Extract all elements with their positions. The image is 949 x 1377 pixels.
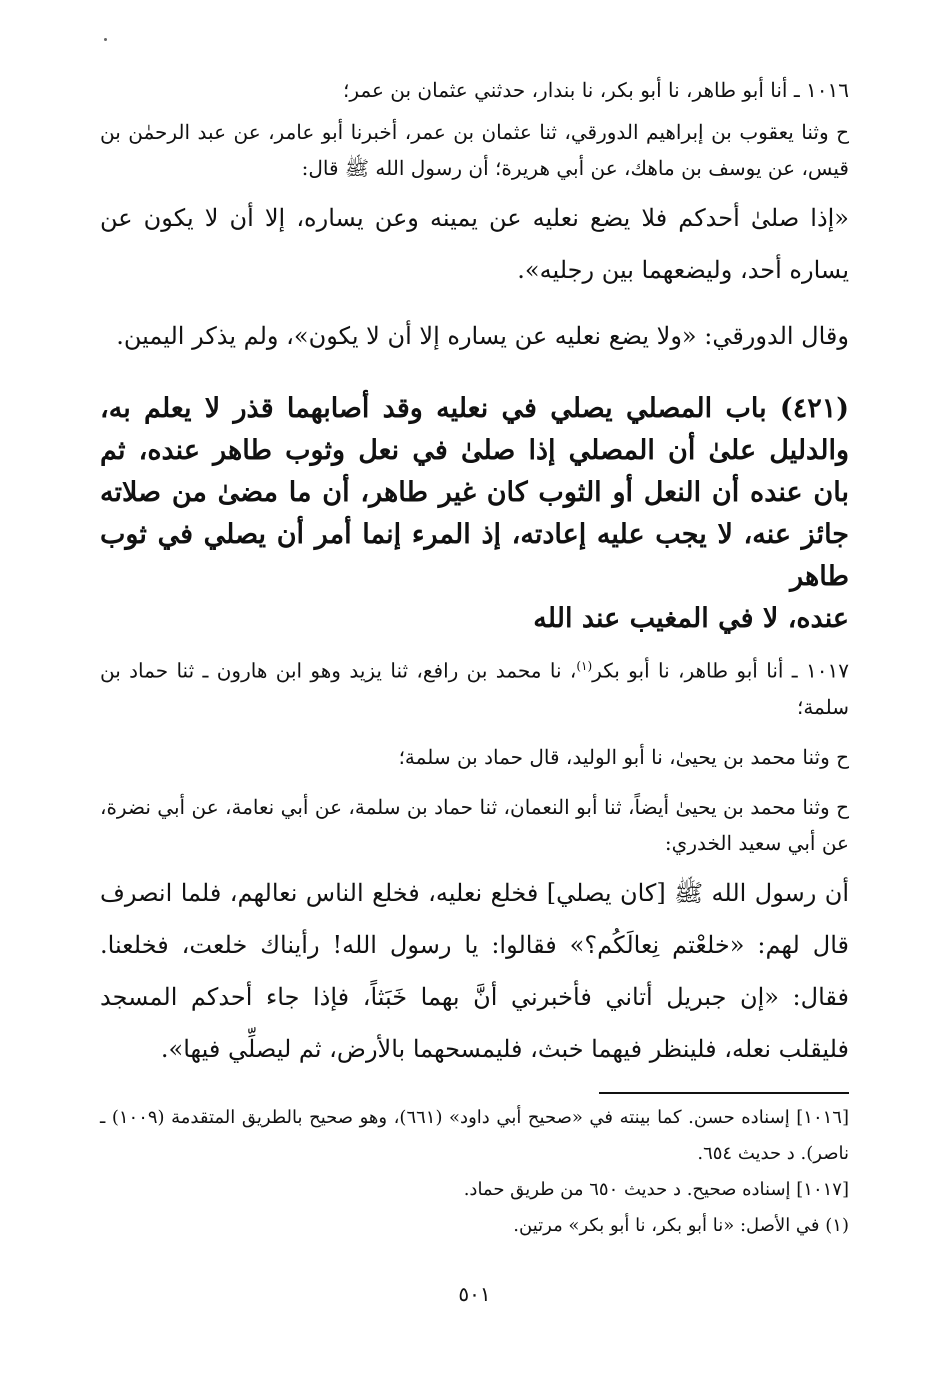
scan-dot [104,38,107,41]
footnote-1: (١) في الأصل: «نا أبو بكر، نا أبو بكر» مرتين. [513,1215,849,1236]
chapter-heading-text: (٤٢١) باب المصلي يصلي في نعليه وقد أصابهما قذر لا يعلم به، والدليل علىٰ أن المصلي إذا صلىٰ في نعل وثوب طاهر عنده، ثم بان عنده أن النعل أو الثوب كان غير طاهر، أن ما مضىٰ من صلاته جائز عنه، لا يجب عليه إعادته، إذ المرء إنما أمر أن يصلي في ثوب طاهر [100,393,849,592]
footnote-1016: [١٠١٦] إسناده حسن. كما بينته في «صحيح أبي داود» (٦٦١)، وهو صحيح بالطريق المتقدمة (١٠٠٩) ـ ناصر). د حديث ٦٥٤. [100,1107,849,1164]
chapter-heading [100,388,849,640]
footnote-marker[interactable]: (١) [576,659,593,673]
book-page [100,70,849,1347]
hadith-1016-matn: «إذا صلىٰ أحدكم فلا يضع نعليه عن يمينه وعن يساره، إلا أن لا يكون عن يساره أحد، وليضعهما بين رجليه». [100,204,849,284]
hadith-1016-chain: ح وثنا يعقوب بن إبراهيم الدورقي، ثنا عثمان بن عمر، أخبرنا أبو عامر، عن عبد الرحمٰن بن قيس، عن يوسف بن ماهك، عن أبي هريرة؛ أن رسول الله ﷺ قال: [100,120,849,180]
hadith-1016-isnad: ١٠١٦ ـ أنا أبو طاهر، نا أبو بكر، نا بندار، حدثني عثمان بن عمر؛ [343,78,849,102]
hadith-1017-isnad-a: ١٠١٧ ـ أنا أبو طاهر، نا أبو بكر [592,658,849,683]
hadith-1016-dawraqi-note: وقال الدورقي: «ولا يضع نعليه عن يساره إلا أن لا يكون»، ولم يذكر اليمين. [116,322,849,350]
hadith-1017-isnad [100,648,849,725]
footnote-divider [599,1092,849,1094]
footnote-1017: [١٠١٧] إسناده صحيح. د حديث ٦٥٠ من طريق حماد. [463,1179,849,1200]
hadith-1017-chain-3: ح وثنا محمد بن يحيىٰ أيضاً، ثنا أبو النعمان، ثنا حماد بن سلمة، عن أبي نعامة، عن أبي نضرة، عن أبي سعيد الخدري: [100,794,849,855]
hadith-1017-matn: أن رسول الله ﷺ [كان يصلي] فخلع نعليه، فخلع الناس نعالهم، فلما انصرف قال لهم: «خلعْتم نِعالَكُم؟» فقالوا: يا رسول الله! رأيناك خلعت، فخلعنا. فقال: «إن جبريل أتاني فأخبرني أنَّ بهما خَبَثاً، فإذا جاء أحدكم المسجد فليقلب نعله، فلينظر فيهما خبث، فليمسحهما بالأرض، ثم ليصلِّي فيها». [100,878,849,1063]
hadith-1017-isnad-b: ، نا محمد بن رافع، ثنا يزيد وهو ابن هارون ـ ثنا حماد بن سلمة؛ [100,658,849,719]
chapter-heading-last-line: عنده، لا في المغيب عند الله [533,603,849,634]
page-number: ٥٠١ [458,1282,491,1306]
footnotes [100,1100,849,1244]
hadith-1017-chain-2: ح وثنا محمد بن يحيىٰ، نا أبو الوليد، قال حماد بن سلمة؛ [398,744,849,769]
